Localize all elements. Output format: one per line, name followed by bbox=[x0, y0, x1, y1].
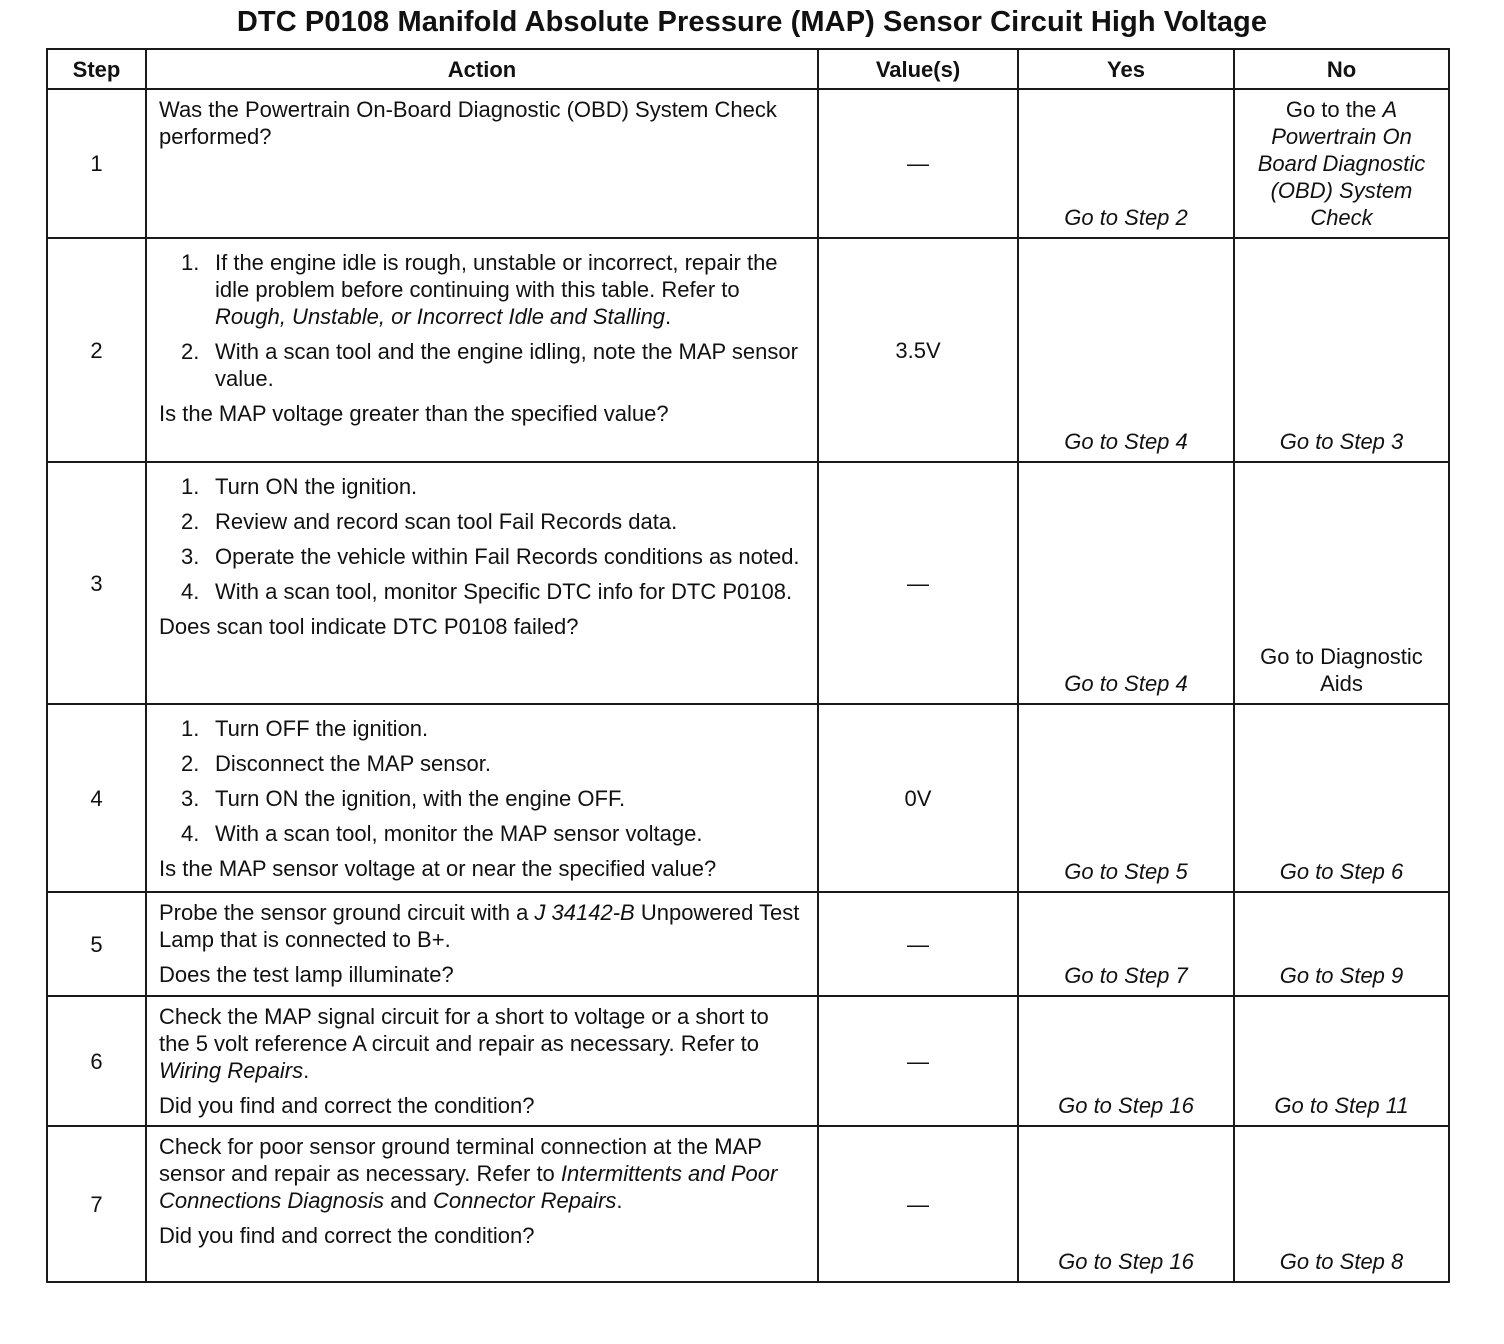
no-link-prefix: Go to the bbox=[1285, 97, 1383, 122]
no-link[interactable]: Go to Step 3 bbox=[1234, 238, 1449, 462]
item-text: With a scan tool, monitor the MAP sensor voltage. bbox=[215, 821, 703, 846]
table-row bbox=[47, 892, 1449, 996]
item-text: If the engine idle is rough, unstable or incorrect, repair the idle problem before continuing with this table. Refer to bbox=[215, 250, 778, 302]
reference-link[interactable]: Intermittents and Poor Connections Diagnosis bbox=[159, 1161, 778, 1213]
value-cell: 0V bbox=[818, 704, 1018, 892]
action-cell bbox=[146, 892, 818, 996]
action-text-part: Check for poor sensor ground terminal connection at the MAP sensor and repair as necessary. Refer to bbox=[159, 1134, 762, 1186]
action-text-part: Probe the sensor ground circuit with a bbox=[159, 900, 535, 925]
list-item: 2. With a scan tool and the engine idling, note the MAP sensor value. bbox=[181, 339, 798, 391]
diagnostic-table bbox=[46, 48, 1450, 1283]
action-text: Was the Powertrain On-Board Diagnostic (OBD) System Check performed? bbox=[159, 97, 777, 149]
list-item: 2. Review and record scan tool Fail Records data. bbox=[181, 509, 678, 534]
item-text: Turn ON the ignition. bbox=[215, 474, 418, 499]
action-text bbox=[159, 1133, 803, 1214]
list-item: 1. Turn OFF the ignition. bbox=[181, 716, 429, 741]
step-number: 2 bbox=[47, 238, 146, 462]
item-text: . bbox=[665, 304, 672, 329]
header-step: Step bbox=[47, 49, 146, 89]
reference-link[interactable]: Rough, Unstable, or Incorrect Idle and Stalling bbox=[215, 304, 666, 329]
question-text: Did you find and correct the condition? bbox=[159, 1093, 535, 1118]
value-cell: — bbox=[818, 996, 1018, 1126]
no-link[interactable]: Go to Step 6 bbox=[1234, 704, 1449, 892]
action-cell bbox=[146, 238, 818, 462]
table-row bbox=[47, 462, 1449, 704]
table-row bbox=[47, 1126, 1449, 1282]
header-values: Value(s) bbox=[818, 49, 1018, 89]
yes-link[interactable]: Go to Step 16 bbox=[1018, 1126, 1234, 1282]
yes-link[interactable]: Go to Step 7 bbox=[1018, 892, 1234, 996]
step-number: 6 bbox=[47, 996, 146, 1126]
question-text: Is the MAP sensor voltage at or near the specified value? bbox=[159, 856, 717, 881]
reference-link[interactable]: Wiring Repairs bbox=[159, 1058, 304, 1083]
value-cell: 3.5V bbox=[818, 238, 1018, 462]
value-cell: — bbox=[818, 462, 1018, 704]
header-action: Action bbox=[146, 49, 818, 89]
no-link[interactable]: Go to Step 11 bbox=[1234, 996, 1449, 1126]
step-number: 1 bbox=[47, 89, 146, 238]
item-text: Operate the vehicle within Fail Records conditions as noted. bbox=[215, 544, 800, 569]
list-item: 3. Turn ON the ignition, with the engine OFF. bbox=[181, 786, 626, 811]
list-item: 1. Turn ON the ignition. bbox=[181, 474, 418, 499]
no-link-target: A Powertrain On Board Diagnostic (OBD) System Check bbox=[1257, 97, 1426, 230]
step-number: 7 bbox=[47, 1126, 146, 1282]
header-row bbox=[47, 49, 1449, 89]
item-text: With a scan tool and the engine idling, note the MAP sensor value. bbox=[215, 339, 798, 391]
item-text: Disconnect the MAP sensor. bbox=[215, 751, 491, 776]
yes-link[interactable]: Go to Step 4 bbox=[1018, 462, 1234, 704]
table-row bbox=[47, 89, 1449, 238]
step-number: 3 bbox=[47, 462, 146, 704]
table-row bbox=[47, 238, 1449, 462]
tool-reference: J 34142-B bbox=[534, 900, 635, 925]
list-item: 4. With a scan tool, monitor Specific DTC info for DTC P0108. bbox=[181, 579, 793, 604]
action-text-part: and bbox=[384, 1188, 433, 1213]
no-link[interactable]: Go to Step 9 bbox=[1234, 892, 1449, 996]
step-number: 4 bbox=[47, 704, 146, 892]
action-cell bbox=[146, 704, 818, 892]
value-cell: — bbox=[818, 1126, 1018, 1282]
yes-link[interactable]: Go to Step 5 bbox=[1018, 704, 1234, 892]
question-text: Does scan tool indicate DTC P0108 failed? bbox=[159, 614, 579, 639]
action-cell bbox=[146, 462, 818, 704]
step-number: 5 bbox=[47, 892, 146, 996]
value-cell: — bbox=[818, 892, 1018, 996]
action-cell bbox=[146, 996, 818, 1126]
header-no: No bbox=[1234, 49, 1449, 89]
no-link[interactable]: Go to Step 8 bbox=[1234, 1126, 1449, 1282]
list-item: 4. With a scan tool, monitor the MAP sensor voltage. bbox=[181, 821, 703, 846]
item-text: Turn ON the ignition, with the engine OFF. bbox=[215, 786, 626, 811]
item-text: Turn OFF the ignition. bbox=[215, 716, 429, 741]
question-text: Is the MAP voltage greater than the specified value? bbox=[159, 401, 669, 426]
page-title: DTC P0108 Manifold Absolute Pressure (MAP) Sensor Circuit High Voltage bbox=[236, 6, 1268, 38]
reference-link[interactable]: Connector Repairs bbox=[432, 1188, 617, 1213]
no-link[interactable]: Go to Diagnostic Aids bbox=[1234, 462, 1449, 704]
action-text bbox=[159, 899, 803, 953]
action-text-part: . bbox=[616, 1188, 623, 1213]
action-cell bbox=[146, 89, 818, 238]
value-cell: — bbox=[818, 89, 1018, 238]
action-text-part: . bbox=[303, 1058, 310, 1083]
yes-link[interactable]: Go to Step 16 bbox=[1018, 996, 1234, 1126]
table-row bbox=[47, 704, 1449, 892]
action-text-part: Check the MAP signal circuit for a short to voltage or a short to the 5 volt reference A circuit and repair as necessary. Refer to bbox=[159, 1004, 769, 1056]
list-item: 3. Operate the vehicle within Fail Records conditions as noted. bbox=[181, 544, 800, 569]
list-item: 1. If the engine idle is rough, unstable or incorrect, repair the idle problem before continuing with this table. Refer to Rough, Unstable, or Incorrect Idle and Stalling. bbox=[181, 250, 778, 329]
item-text: With a scan tool, monitor Specific DTC info for DTC P0108. bbox=[215, 579, 793, 604]
yes-link[interactable]: Go to Step 4 bbox=[1018, 238, 1234, 462]
question-text: Does the test lamp illuminate? bbox=[159, 962, 454, 987]
table-row bbox=[47, 996, 1449, 1126]
list-item: 2. Disconnect the MAP sensor. bbox=[181, 751, 491, 776]
no-link[interactable] bbox=[1234, 89, 1449, 238]
header-yes: Yes bbox=[1018, 49, 1234, 89]
question-text: Did you find and correct the condition? bbox=[159, 1223, 535, 1248]
yes-link[interactable]: Go to Step 2 bbox=[1018, 89, 1234, 238]
item-text: Review and record scan tool Fail Records data. bbox=[215, 509, 678, 534]
action-text-part: Unpowered Test Lamp that is connected to B+. bbox=[159, 900, 800, 952]
action-text bbox=[159, 1003, 803, 1084]
action-cell bbox=[146, 1126, 818, 1282]
